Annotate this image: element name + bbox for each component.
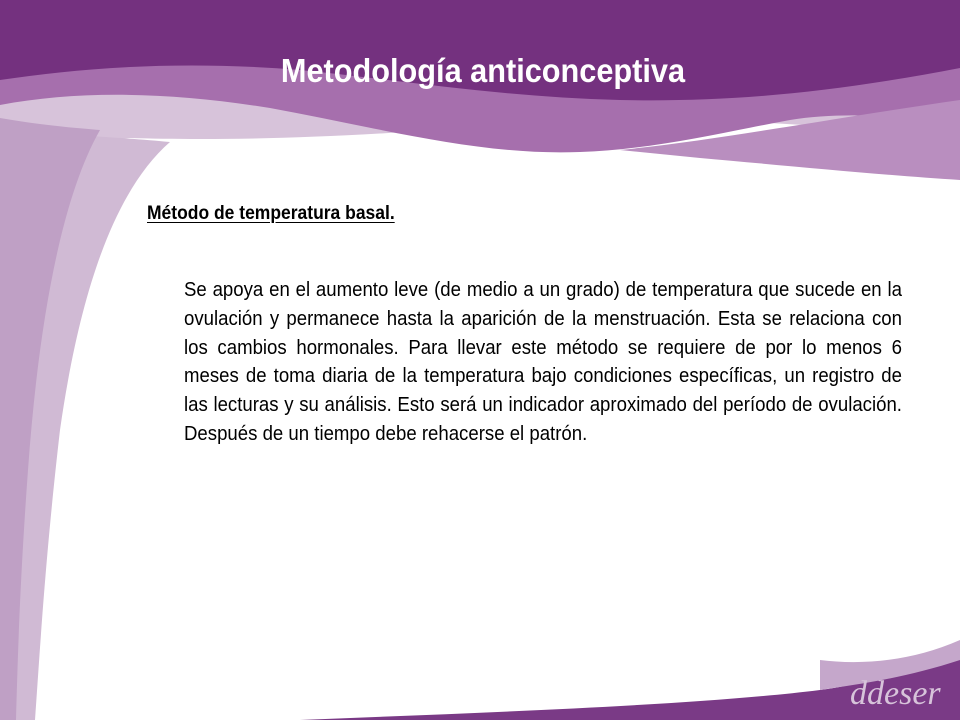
slide-title: Metodología anticonceptiva — [280, 52, 686, 89]
ddeser-logo — [848, 668, 958, 712]
section-heading: Método de temperatura basal. — [147, 203, 395, 224]
body-paragraph: Se apoya en el aumento leve (de medio a un grado) de temperatura que sucede en la ovulación y permanece hasta la aparición de la menstruación. Esta se relaciona con los cambios hormonales. Para llevar este método se requiere de por lo menos 6 meses de toma diaria de la temperatura bajo condiciones específicas, un registro de las lecturas y su análisis. Esto será un indicador aproximado del período de ovulación. Después de un tiempo debe rehacerse el patrón. — [184, 279, 902, 445]
svg-text:ddeser: ddeser — [850, 675, 941, 712]
footer-label: Metodología anticonceptiva — [397, 701, 516, 711]
